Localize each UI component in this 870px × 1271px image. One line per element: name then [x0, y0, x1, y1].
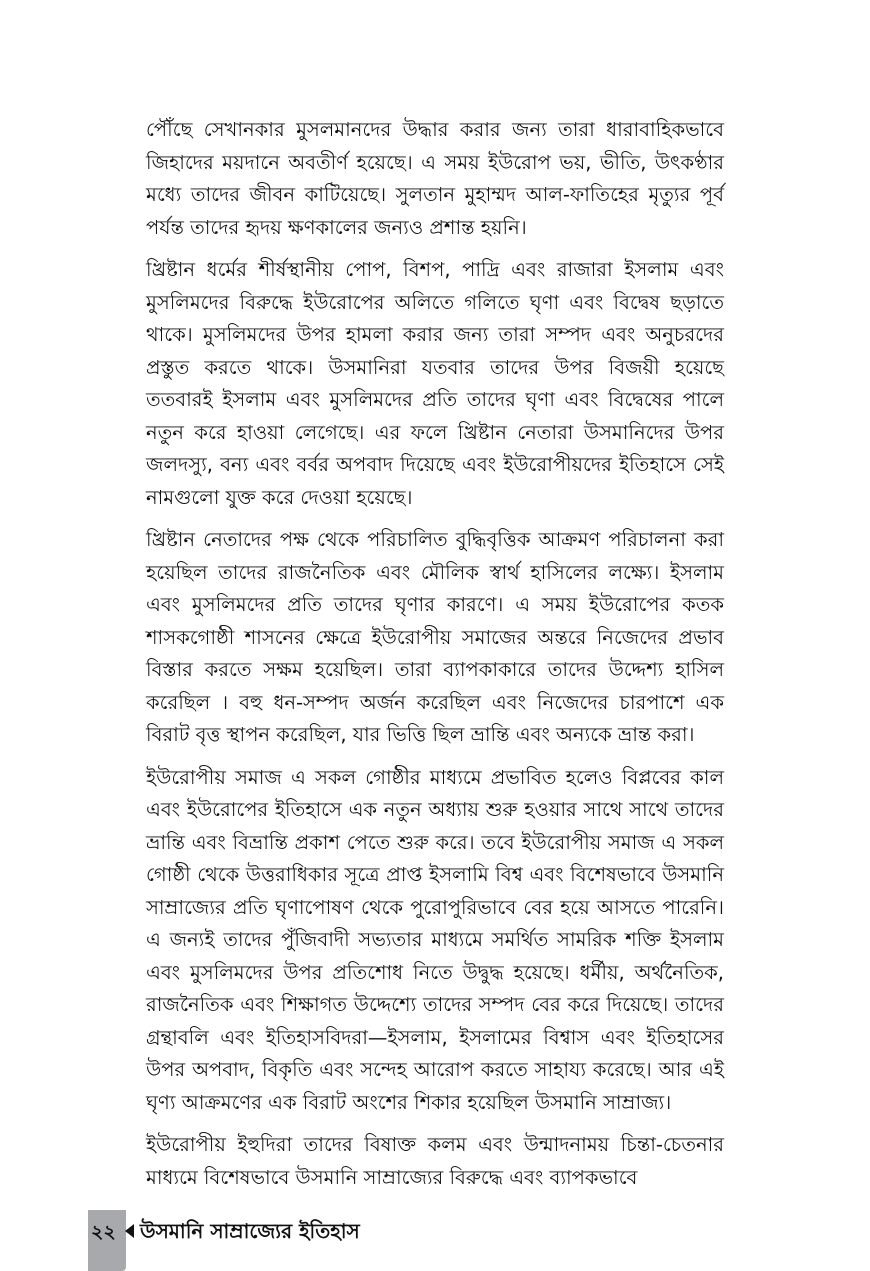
- paragraph-3: খ্রিষ্টান নেতাদের পক্ষ থেকে পরিচালিত বুদ্ধিবৃত্তিক আক্রমণ পরিচালনা করা হয়েছিল তাদের রাজনৈতিক এবং মৌলিক স্বার্থ হাসিলের লক্ষ্যে। ইসলাম এবং মুসলিমদের প্রতি তাদের ঘৃণার কারণে। এ সময় ইউরোপের কতক শাসকগোষ্ঠী শাসনের ক্ষেত্রে ইউরোপীয় সমাজের অন্তরে নিজেদের প্রভাব বিস্তার করতে সক্ষম হয়েছিল। তারা ব্যাপকাকারে তাদের উদ্দেশ্য হাসিল করেছিল । বহু ধন-সম্পদ অর্জন করেছিল এবং নিজেদের চারপাশে এক বিরাট বৃত্ত স্থাপন করেছিল, যার ভিত্তি ছিল ভ্রান্তি এবং অন্যকে ভ্রান্ত করা।: [146, 528, 724, 746]
- paragraph-1: পৌঁছে সেখানকার মুসলমানদের উদ্ধার করার জন্য তারা ধারাবাহিকভাবে জিহাদের ময়দানে অবতীর্ণ হয়েছে। এ সময় ইউরোপ ভয়, ভীতি, উৎকণ্ঠার মধ্যে তাদের জীবন কাটিয়েছে। সুলতান মুহাম্মদ আল-ফাতিহের মৃত্যুর পূর্ব পর্যন্ত তাদের হৃদয় ক্ষণকালের জন্যও প্রশান্ত হয়নি।: [146, 118, 724, 239]
- paragraph-2: খ্রিষ্টান ধর্মের শীর্ষস্থানীয় পোপ, বিশপ, পাদ্রি এবং রাজারা ইসলাম এবং মুসলিমদের বিরুদ্ধে ইউরোপের অলিতে গলিতে ঘৃণা এবং বিদ্বেষ ছড়াতে থাকে। মুসলিমদের উপর হামলা করার জন্য তারা সম্পদ এবং অনুচরদের প্রস্তুত করতে থাকে। উসমানিরা যতবার তাদের উপর বিজয়ী হয়েছে ততবারই ইসলাম এবং মুসলিমদের প্রতি তাদের ঘৃণা এবং বিদ্বেষের পালে নতুন করে হাওয়া লেগেছে। এর ফলে খ্রিষ্টান নেতারা উসমানিদের উপর জলদস্যু, বন্য এবং বর্বর অপবাদ দিয়েছে এবং ইউরোপীয়দের ইতিহাসে সেই নামগুলো যুক্ত করে দেওয়া হয়েছে।: [146, 258, 724, 509]
- triangle-left-icon: [125, 1224, 134, 1238]
- page-number: ২২: [91, 1221, 116, 1243]
- running-title: উসমানি সাম্রাজ্যের ইতিহাস: [140, 1219, 360, 1243]
- paragraph-4: ইউরোপীয় সমাজ এ সকল গোষ্ঠীর মাধ্যমে প্রভাবিত হলেও বিপ্লবের কাল এবং ইউরোপের ইতিহাসে এক নতুন অধ্যায় শুরু হওয়ার সাথে সাথে তাদের ভ্রান্তি এবং বিভ্রান্তি প্রকাশ পেতে শুরু করে। তবে ইউরোপীয় সমাজ এ সকল গোষ্ঠী থেকে উত্তরাধিকার সূত্রে প্রাপ্ত ইসলামি বিশ্ব এবং বিশেষভাবে উসমানি সাম্রাজ্যের প্রতি ঘৃণাপোষণ থেকে পুরোপুরিভাবে বের হয়ে আসতে পারেনি। এ জন্যই তাদের পুঁজিবাদী সভ্যতার মাধ্যমে সমর্থিত সামরিক শক্তি ইসলাম এবং মুসলিমদের উপর প্রতিশোধ নিতে উদ্বুদ্ধ হয়েছে। ধর্মীয়, অর্থনৈতিক, রাজনৈতিক এবং শিক্ষাগত উদ্দেশ্যে তাদের সম্পদ বের করে দিয়েছে। তাদের গ্রন্থাবলি এবং ইতিহাসবিদরা—ইসলাম, ইসলামের বিশ্বাস এবং ইতিহাসের উপর অপবাদ, বিকৃতি এবং সন্দেহ আরোপ করতে সাহায্য করেছে। আর এই ঘৃণ্য আক্রমণের এক বিরাট অংশের শিকার হয়েছিল উসমানি সাম্রাজ্য।: [146, 765, 724, 1114]
- paragraph-5: ইউরোপীয় ইহুদিরা তাদের বিষাক্ত কলম এবং উন্মাদনাময় চিন্তা-চেতনার মাধ্যমে বিশেষভাবে উসমানি সাম্রাজ্যের বিরুদ্ধে এবং ব্যাপকভাবে: [146, 1133, 724, 1189]
- body-text: [146, 114, 724, 1204]
